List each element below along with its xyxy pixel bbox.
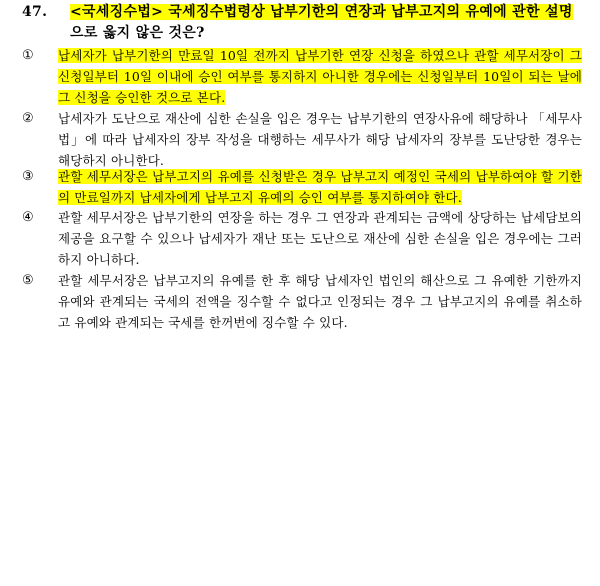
option-1-marker: ① bbox=[22, 48, 34, 63]
option-4-marker: ④ bbox=[22, 210, 34, 225]
question-title-highlighted: <국세징수법> 국세징수법령상 납부기한의 연장과 납부고지의 유예에 관한 설명 bbox=[70, 4, 573, 20]
option-2 bbox=[22, 108, 582, 171]
question-title bbox=[70, 2, 582, 44]
option-4-text: 관할 세무서장은 납부기한의 연장을 하는 경우 그 연장과 관계되는 금액에 상당하는 납세담보의 제공을 요구할 수 있으나 납세자가 재난 또는 도난으로 재산에 심한 손실을 입은 경우에는 그러하지 아니하다. bbox=[58, 210, 582, 267]
option-2-text: 납세자가 도난으로 재산에 심한 손실을 입은 경우는 납부기한의 연장사유에 해당하나 「세무사법」에 따라 납세자의 장부 작성을 대행하는 세무사가 해당 납세자의 장부를 도난당한 경우는 해당하지 아니한다. bbox=[58, 111, 582, 168]
option-3 bbox=[22, 166, 582, 208]
option-1-text: 납세자가 납부기한의 만료일 10일 전까지 납부기한 연장 신청을 하였으나 관할 세무서장이 그 신청일부터 10일 이내에 승인 여부를 통지하지 아니한 경우에는 신청일부터 10일이 되는 날에 그 신청을 승인한 것으로 본다. bbox=[58, 48, 582, 105]
option-5-text: 관할 세무서장은 납부고지의 유예를 한 후 해당 납세자인 법인의 해산으로 그 유예한 기한까지 유예와 관계되는 국세의 전액을 징수할 수 없다고 인정되는 경우 그 납부고지의 유예를 취소하고 유예와 관계되는 국세를 한꺼번에 징수할 수 있다. bbox=[58, 273, 582, 330]
question-header bbox=[22, 2, 582, 44]
question-title-rest: 으로 옳지 않은 것은? bbox=[70, 25, 205, 41]
option-2-marker: ② bbox=[22, 111, 34, 126]
option-3-text: 관할 세무서장은 납부고지의 유예를 신청받은 경우 납부고지 예정인 국세의 납부하여야 할 기한의 만료일까지 납세자에게 납부고지 유예의 승인 여부를 통지하여야 한다. bbox=[58, 169, 582, 205]
option-5-marker: ⑤ bbox=[22, 273, 34, 288]
option-4 bbox=[22, 207, 582, 270]
question-number: 47. bbox=[22, 4, 48, 20]
option-5 bbox=[22, 270, 582, 333]
option-1 bbox=[22, 45, 582, 108]
option-3-marker: ③ bbox=[22, 169, 34, 184]
